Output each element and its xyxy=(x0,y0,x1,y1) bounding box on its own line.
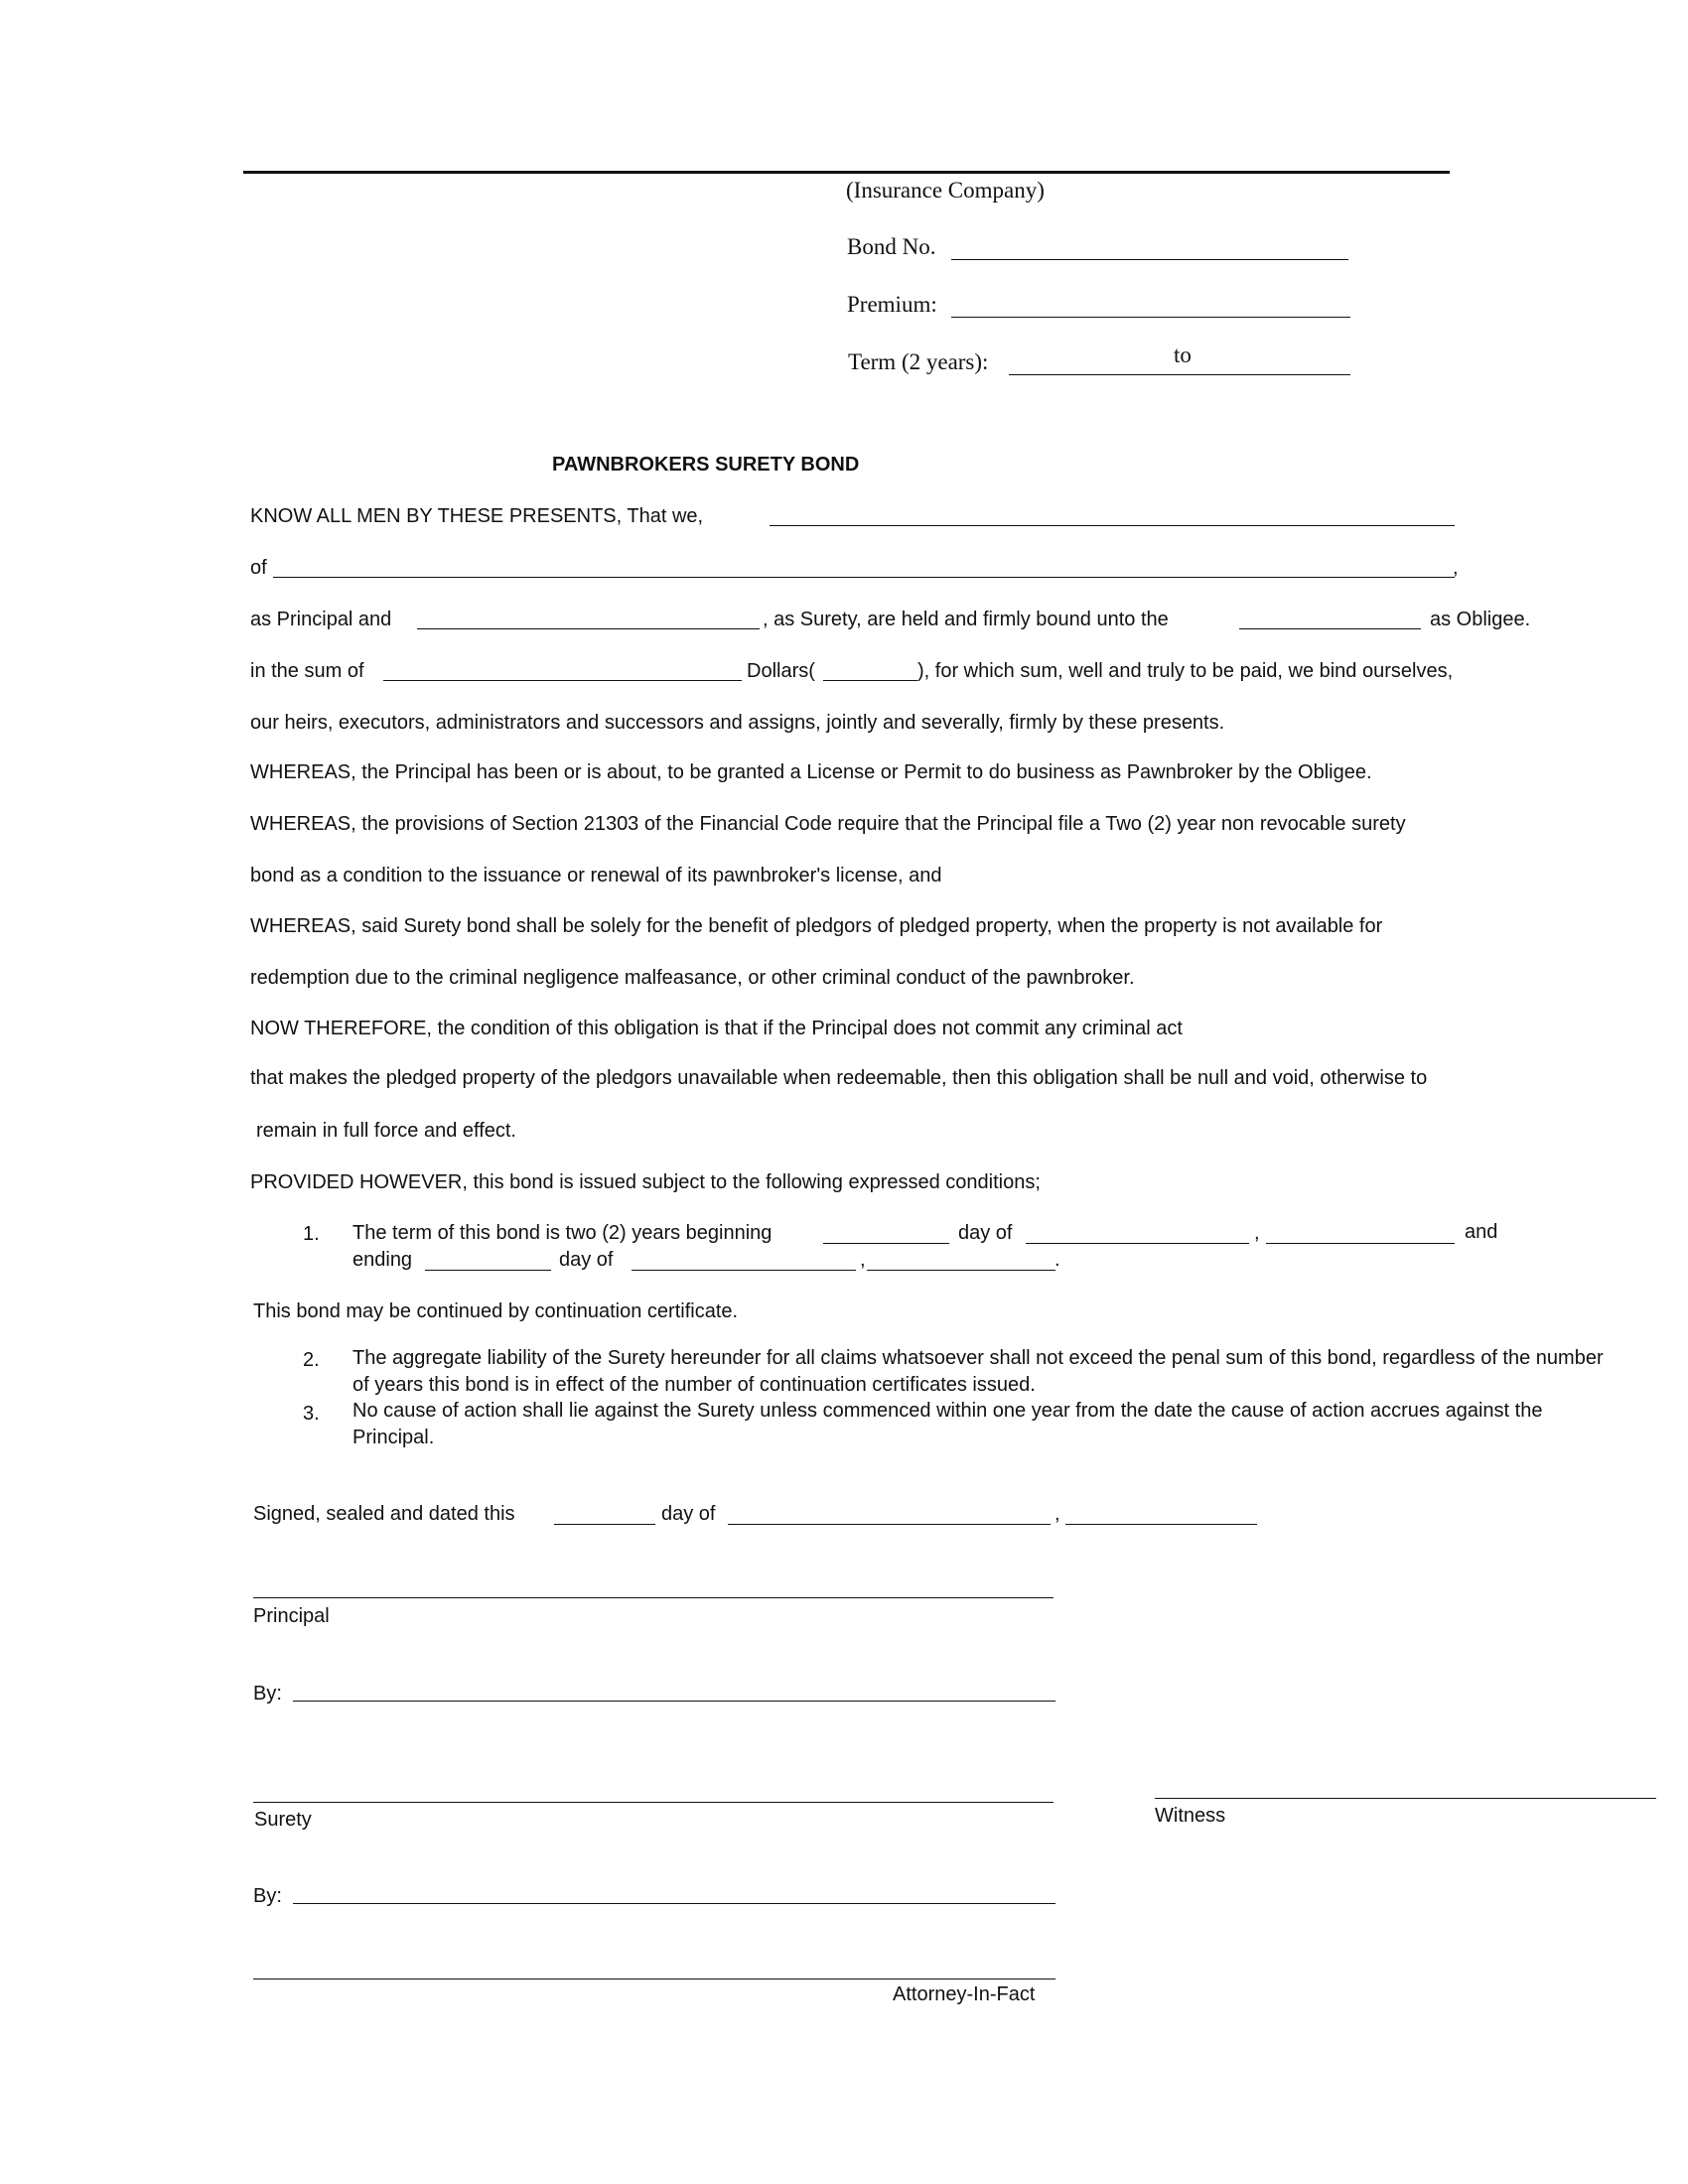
full-force-text: remain in full force and effect. xyxy=(256,1120,516,1142)
signed-comma: , xyxy=(1055,1503,1060,1525)
term-to-label: to xyxy=(1174,342,1192,367)
sum-words-field[interactable] xyxy=(383,680,742,681)
end-day-of-text: day of xyxy=(559,1249,614,1271)
end-month-field[interactable] xyxy=(632,1270,856,1271)
whereas-benefit-text: WHEREAS, said Surety bond shall be solely for the benefit of pledgors of pledged property, when the property is not available for xyxy=(250,915,1383,937)
heirs-text: our heirs, executors, administrators and successors and assigns, jointly and severally, firmly by these presents. xyxy=(250,712,1225,734)
begin-month-field[interactable] xyxy=(1026,1243,1249,1244)
begin-day-field[interactable] xyxy=(823,1243,949,1244)
bond-no-field[interactable] xyxy=(951,259,1348,260)
term-start-field[interactable] xyxy=(1009,374,1158,375)
condition-2-number: 2. xyxy=(303,1349,320,1371)
bind-ourselves-text: ), for which sum, well and truly to be paid, we bind ourselves, xyxy=(917,660,1454,682)
condition-3-number: 3. xyxy=(303,1403,320,1425)
condition-3-text: No cause of action shall lie against the Surety unless commenced within one year from the date the cause of action accrues against the Principal. xyxy=(352,1400,1543,1448)
provided-however-text: PROVIDED HOWEVER, this bond is issued subject to the following expressed conditions; xyxy=(250,1171,1041,1193)
term-end-field[interactable] xyxy=(1158,374,1350,375)
ending-text: ending xyxy=(352,1249,413,1271)
premium-field[interactable] xyxy=(951,317,1350,318)
dollars-text: Dollars( xyxy=(747,660,815,682)
condition-1-number: 1. xyxy=(303,1223,320,1245)
insurance-company-label: (Insurance Company) xyxy=(846,178,1045,203)
end-comma: , xyxy=(860,1249,866,1271)
principal-by-label: By: xyxy=(253,1683,282,1705)
signed-year-field[interactable] xyxy=(1065,1524,1257,1525)
bond-condition-text: bond as a condition to the issuance or renewal of its pawnbroker's license, and xyxy=(250,865,942,887)
whereas-license-text: WHEREAS, the Principal has been or is about, to be granted a License or Permit to do business as Pawnbroker by the Obligee. xyxy=(250,761,1372,783)
as-surety-text: , as Surety, are held and firmly bound unto the xyxy=(763,609,1169,630)
term-label: Term (2 years): xyxy=(848,349,989,374)
surety-signature-field[interactable] xyxy=(253,1802,1054,1803)
document-title: PAWNBROKERS SURETY BOND xyxy=(552,454,860,476)
continuation-text: This bond may be continued by continuation certificate. xyxy=(253,1300,739,1322)
surety-by-field[interactable] xyxy=(293,1903,1055,1904)
surety-name-field[interactable] xyxy=(417,628,760,629)
signed-day-field[interactable] xyxy=(554,1524,655,1525)
premium-label: Premium: xyxy=(847,292,937,317)
and-text: and xyxy=(1465,1221,1498,1243)
know-all-men-text: KNOW ALL MEN BY THESE PRESENTS, That we, xyxy=(250,505,704,527)
condition-1-text: The term of this bond is two (2) years beginning xyxy=(352,1222,773,1244)
principal-label: Principal xyxy=(253,1605,330,1627)
as-principal-text: as Principal and xyxy=(250,609,392,630)
end-year-field[interactable] xyxy=(867,1270,1055,1271)
sum-amount-field[interactable] xyxy=(823,680,917,681)
principal-by-field[interactable] xyxy=(293,1701,1055,1702)
principal-address-field[interactable] xyxy=(273,577,1455,578)
principal-name-field[interactable] xyxy=(770,525,1455,526)
condition-2-text: The aggregate liability of the Surety hereunder for all claims whatsoever shall not exceed the penal sum of this bond, regardless of the number of years this bond is in effect of the number of continuation certificates issued. xyxy=(352,1347,1604,1396)
bond-no-label: Bond No. xyxy=(847,234,936,259)
null-and-void-text: that makes the pledged property of the pledgors unavailable when redeemable, then this obligation shall be null and void, otherwise to xyxy=(250,1067,1428,1089)
address-comma: , xyxy=(1453,557,1459,579)
begin-comma: , xyxy=(1254,1222,1260,1244)
signed-day-of-text: day of xyxy=(661,1503,716,1525)
of-label: of xyxy=(250,557,267,579)
witness-signature-field[interactable] xyxy=(1155,1798,1656,1799)
redemption-text: redemption due to the criminal negligence malfeasance, or other criminal conduct of the pawnbroker. xyxy=(250,967,1135,989)
in-the-sum-text: in the sum of xyxy=(250,660,364,682)
whereas-section-text: WHEREAS, the provisions of Section 21303 of the Financial Code require that the Principal file a Two (2) year non revocable surety xyxy=(250,813,1406,835)
signed-month-field[interactable] xyxy=(728,1524,1051,1525)
begin-year-field[interactable] xyxy=(1266,1243,1455,1244)
surety-label: Surety xyxy=(254,1809,312,1831)
begin-day-of-text: day of xyxy=(958,1222,1013,1244)
principal-signature-field[interactable] xyxy=(253,1597,1054,1598)
surety-by-label: By: xyxy=(253,1885,282,1907)
obligee-field[interactable] xyxy=(1239,628,1421,629)
end-period: . xyxy=(1055,1249,1060,1271)
now-therefore-text: NOW THEREFORE, the condition of this obligation is that if the Principal does not commit any criminal act xyxy=(250,1018,1183,1039)
header-rule xyxy=(243,171,1450,174)
witness-label: Witness xyxy=(1155,1805,1226,1827)
signed-sealed-text: Signed, sealed and dated this xyxy=(253,1503,515,1525)
as-obligee-text: as Obligee. xyxy=(1430,609,1531,630)
end-day-field[interactable] xyxy=(425,1270,551,1271)
attorney-in-fact-label: Attorney-In-Fact xyxy=(893,1983,1036,2005)
